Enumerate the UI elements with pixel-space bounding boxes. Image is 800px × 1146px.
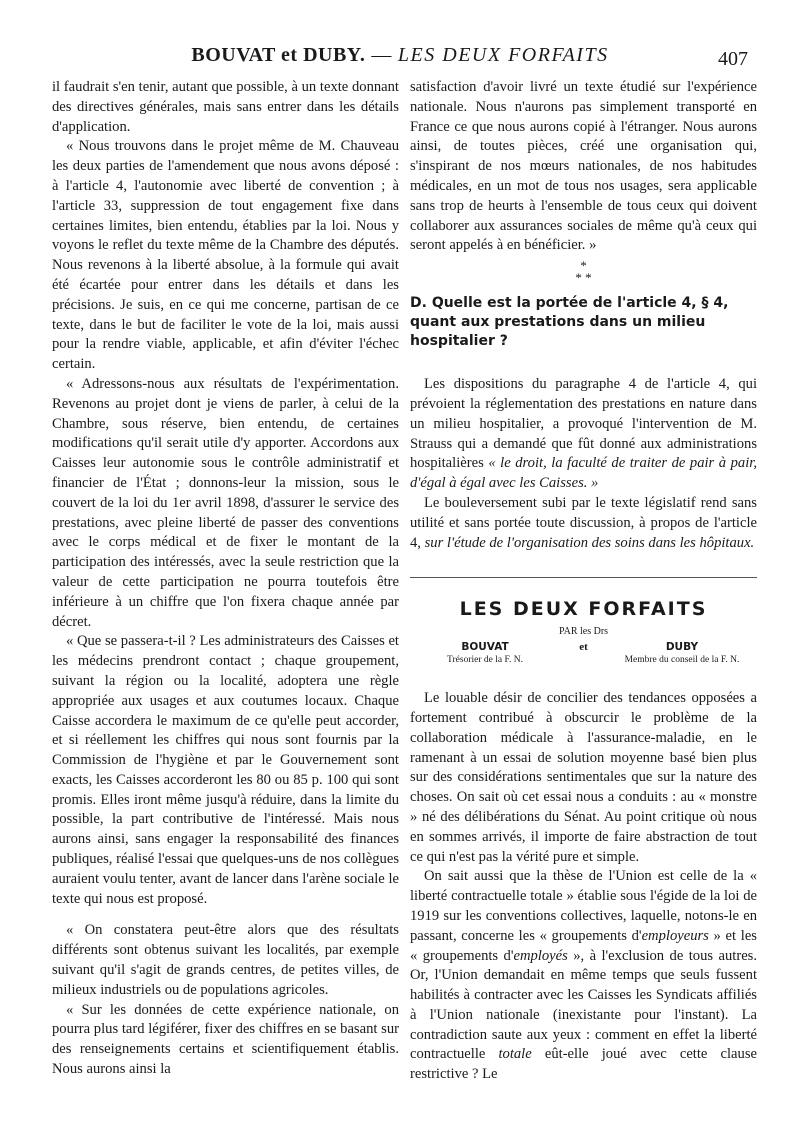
section-divider — [410, 577, 757, 578]
left-column — [52, 78, 399, 1080]
answer-paragraph-2 — [410, 494, 757, 553]
article-title: LES DEUX FORFAITS — [459, 598, 708, 621]
article-paragraph-2 — [410, 867, 757, 1085]
italic-run: employés — [513, 947, 568, 964]
text-run: On sait aussi que la thèse de l'Union est celle de la « liberté contractuelle totale » établie sous l'égide de la loi de 1919 sur les conventions collectives, laquelle, notons-le en passant, concerne les « groupements d' — [410, 868, 757, 944]
header-title: LES DEUX FORFAITS — [397, 44, 609, 66]
paragraph: « On constatera peut-être alors que des résultats différents sont obtenus suivant les localités, par exemple suivant qu'il s'agit de grands centres, de petites villes, de milieux industriels ou de populations agricoles. — [52, 922, 399, 998]
article-paragraph-1: Le louable désir de concilier des tendances opposées a fortement contribué à obscurcir le problème de la collaboration médicale à l'assurance-maladie, en le ramenant à un essai de solution moyenne basé bien plus sur des considérations sentimentales que sur la nature des choses. On sait où cet essai nous a conduits : au « monstre » né des délibérations du Sénat. Au point critique où nous en sommes arrivés, il importe de faire abstraction de tout ce qui n'est pas la vérité pure et simple. — [410, 690, 757, 865]
italic-run: employeurs — [641, 927, 709, 944]
continued-paragraph: satisfaction d'avoir livré un texte étudié sur l'expérience nationale. Nous n'aurons pas simplement transporté en France ce que nous aurons copié à l'étranger. Nous aurons ainsi, de toutes pièces, créé une organisation qui, s'inspirant de nos mœurs nationales, de nos habitudes médicales, en un mot de tous nos usages, sera applicable sans trop de heurts à l'ensemble de tous ceux qui doivent collaborer aux assurances sociales de même qu'à ceux qui seront appelés à en bénéficier. » — [410, 79, 757, 254]
author-1-name: BOUVAT — [461, 641, 509, 654]
answer-text: Les dispositions du paragraphe 4 de l'article 4, qui prévoient la réglementation des prestations en nature dans un milieu hospitalier, a provoqué l'intervention de M. Strauss qui a demandé que fût donné aux administrations hospitalières — [410, 376, 757, 472]
paragraph: « Sur les données de cette expérience nationale, on pourra plus tard légiférer, fixer des chiffres en se basant sur des renseignements certains et scientifiquement établis. Nous aurons ainsi la — [52, 1001, 399, 1078]
answer-quote: « le droit, la faculté de traiter de pair à pair, d'égal à égal avec les Caisses. » — [410, 455, 757, 492]
question-heading: D. Quelle est la portée de l'article 4, § 4, quant aux prestations dans un milieu hospitalier ? — [410, 295, 729, 350]
asterism — [410, 260, 757, 284]
byline: PAR les Drs — [558, 626, 609, 638]
header-authors: BOUVAT et DUBY. — [191, 44, 366, 66]
answer-paragraph-1 — [410, 375, 757, 494]
paragraph: il faudrait s'en tenir, autant que possible, à un texte donnant des directives générales, mais sans entrer dans les détails d'application. — [52, 79, 399, 135]
answer-text: Le bouleversement subi par le texte législatif rend sans utilité et sans portée toute discussion, à propos de l'article 4, — [410, 494, 757, 551]
author-1 — [410, 641, 560, 667]
paragraph: « Adressons-nous aux résultats de l'expérimentation. Revenons au projet dont je viens de parler, à celui de la Chambre, sous réserve, bien entendu, de certaines modifications qu'il serait utile d'y apporter. Accordons aux Caisses leur autonomie sous le contrôle administratif et financier de l'État ; donnons-leur la mission, sous le couvert de la loi du 1er avril 1898, d'assurer le service des prestations, avec pleine liberté de passer des conventions avec le corps médical et de fixer le montant de la participation des intéressés, avec la seule restriction que la valeur de cette participation ne pourra toutefois être inférieure à un chiffre que l'on fixera chaque année par décret. — [52, 375, 399, 630]
header-dash: — — [371, 44, 392, 66]
italic-run: totale — [498, 1046, 532, 1063]
answer-emphasis: sur l'étude de l'organisation des soins dans les hôpitaux. — [424, 534, 755, 551]
asterism-top: * — [580, 258, 587, 274]
author-2-role: Membre du conseil de la F. N. — [624, 655, 740, 666]
author-2 — [607, 641, 757, 667]
header-title-line — [191, 44, 608, 66]
text-run: eût-elle joué avec cette clause restrictive ? Le — [410, 1046, 757, 1083]
text-run: » et les « groupements d' — [410, 927, 757, 964]
text-run: », à l'exclusion de tous autres. Or, l'Union demandait en même temps que seuls fussent habilités à contracter avec les Caisses les Syndicats affiliés à l'Union nationale (inexistante pour l'instant). La contradiction saute aux yeux : comment en effet la liberté contractuelle — [410, 947, 757, 1063]
running-header — [52, 44, 748, 74]
right-column — [410, 78, 757, 1085]
asterism-bottom: * * — [575, 270, 592, 286]
answer — [410, 375, 757, 553]
author-1-role: Trésorier de la F. N. — [447, 655, 523, 666]
article-body — [410, 689, 757, 1085]
paragraph: « Nous trouvons dans le projet même de M. Chauveau les deux parties de l'amendement que nous avons déposé : à l'article 4, l'autonomie avec liberté de convention ; à l'article 33, suppression de tout engagement fixe dans certaines limites, bien entendu, établies par la loi. Nous y voyons le reflet du texte même de la Chambre des députés. Nous revenons à la liberté absolue, à la formule qui avait été écartée pour entrer dans les détails et dans les précisions. Je suis, en ce qui me concerne, partisan de ce texte, dans le but de faciliter le vote de la loi, mais aussi pour la rendre viable, applicable, et afin d'éviter l'échec certain. — [52, 138, 399, 373]
author-2-name: DUBY — [665, 641, 699, 654]
paragraph: « Que se passera-t-il ? Les administrateurs des Caisses et les médecins prendront contact ; chaque groupement, suivant la région ou la localité, adoptera une règle appropriée aux usages et aux coutumes locaux. Chaque Caisse accordera le maximum de ce qu'elle peut accorder, et si réellement les chiffres qui nous sont fournis par la Commission de l'hygiène et par le Gouvernement sont exacts, les Caisses accorderont les 80 ou 85 p. 100 qui sont promis. Elles iront même jusqu'à réduire, dans la limite du possible, la part contributive de l'intéressé. Mais nous aurons ainsi, sans engager la responsabilité des finances publiques, réalisé l'essai que quelques-uns de nos collègues auraient voulu tenter, avant de lancer dans l'arène sociale le texte qui nous est proposé. — [52, 633, 399, 907]
article-authors — [410, 641, 757, 667]
page-number: 407 — [718, 48, 748, 70]
author-conjunction: et — [579, 641, 588, 654]
